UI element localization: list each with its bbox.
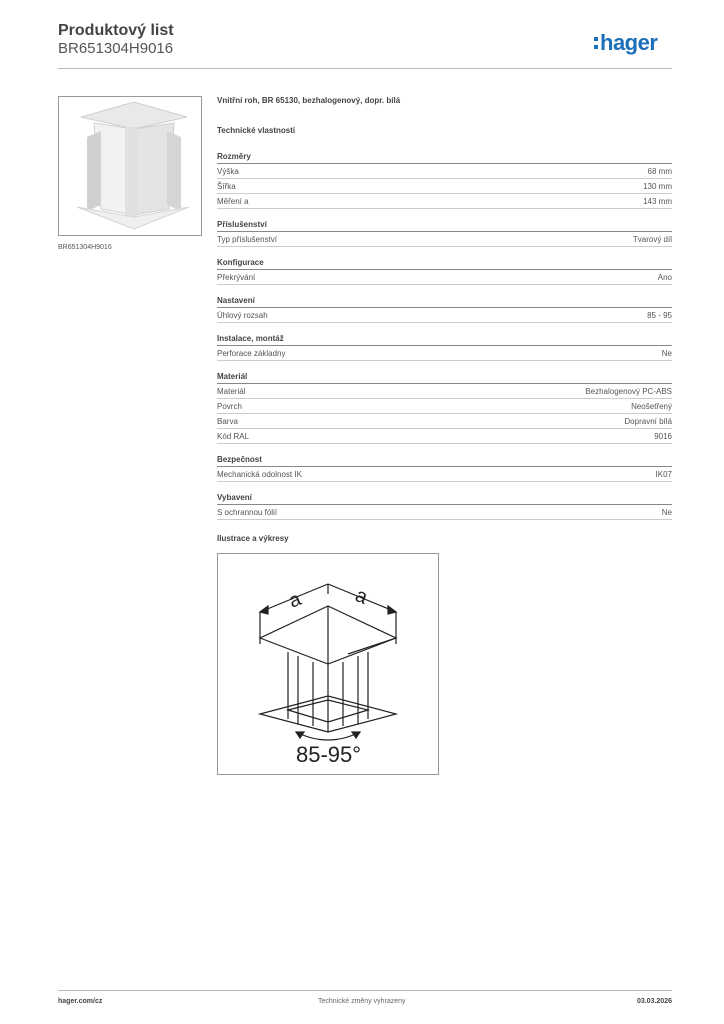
group-configuration [217, 258, 672, 285]
spec-row [217, 400, 672, 414]
footer-divider [58, 990, 672, 991]
spec-row [217, 385, 672, 399]
spec-label: Perforace základny [217, 349, 286, 358]
spec-row [217, 180, 672, 194]
spec-label: Překrývání [217, 273, 256, 282]
spec-value: 68 mm [647, 167, 672, 176]
spec-label: Kód RAL [217, 432, 250, 441]
spec-label: Barva [217, 417, 238, 426]
spec-value: Neošetřený [631, 402, 672, 411]
group-equipment [217, 493, 672, 520]
spec-value: Ano [657, 273, 672, 282]
product-image [58, 96, 202, 236]
spec-row [217, 195, 672, 209]
spec-label: Materiál [217, 387, 246, 396]
logo-text: hager [600, 30, 658, 55]
spec-row [217, 233, 672, 247]
spec-content [217, 96, 672, 775]
spec-label: Povrch [217, 402, 242, 411]
illustration-title: Ilustrace a výkresy [217, 534, 289, 543]
label-a-left: a [285, 588, 305, 613]
technical-drawing [217, 553, 439, 775]
group-dimensions [217, 152, 672, 209]
spec-value: Dopravní bílá [624, 417, 672, 426]
group-title: Příslušenství [217, 220, 672, 232]
group-title: Konfigurace [217, 258, 672, 270]
group-title: Nastavení [217, 296, 672, 308]
spec-value: Tvarový díl [632, 235, 672, 244]
group-settings [217, 296, 672, 323]
spec-value: 130 mm [643, 182, 672, 191]
spec-row [217, 415, 672, 429]
spec-label: Mechanická odolnost IK [217, 470, 302, 479]
logo-dots-icon [594, 35, 598, 51]
header-divider [58, 68, 672, 69]
corner-drawing [218, 554, 438, 774]
group-title: Rozměry [217, 152, 672, 164]
corner-piece-image [59, 97, 201, 235]
group-installation [217, 334, 672, 361]
spec-row [217, 347, 672, 361]
spec-label: Úhlový rozsah [217, 311, 268, 320]
spec-value: Ne [661, 349, 672, 358]
spec-value: 85 - 95 [647, 311, 672, 320]
product-code: BR651304H9016 [58, 40, 174, 57]
group-title: Materiál [217, 372, 672, 384]
group-material [217, 372, 672, 444]
spec-label: Typ příslušenství [217, 235, 278, 244]
spec-row [217, 165, 672, 179]
group-title: Vybavení [217, 493, 672, 505]
group-title: Bezpečnost [217, 455, 672, 467]
spec-value: IK07 [655, 470, 672, 479]
group-safety [217, 455, 672, 482]
spec-row [217, 309, 672, 323]
spec-row [217, 468, 672, 482]
spec-value: Bezhalogenový PC-ABS [585, 387, 672, 396]
product-name: Vnitřní roh, BR 65130, bezhalogenový, dopr. bílá [217, 96, 401, 105]
angle-label: 85-95° [296, 742, 362, 767]
spec-label: Měření a [217, 197, 249, 206]
label-a-right: a [352, 584, 371, 609]
tech-properties-title: Technické vlastnosti [217, 126, 296, 135]
footer-note: Technické změny vyhrazeny [318, 998, 406, 1005]
group-title: Instalace, montáž [217, 334, 672, 346]
hager-logo [594, 30, 657, 56]
header-title: Produktový list [58, 22, 174, 39]
group-accessories [217, 220, 672, 247]
thumbnail-caption: BR651304H9016 [58, 244, 112, 251]
spec-label: Výška [217, 167, 239, 176]
spec-row [217, 271, 672, 285]
spec-label: S ochrannou fólií [217, 508, 278, 517]
spec-row [217, 430, 672, 444]
spec-value: Ne [661, 508, 672, 517]
spec-row [217, 506, 672, 520]
spec-value: 143 mm [643, 197, 672, 206]
footer-date: 03.03.2026 [636, 998, 672, 1005]
spec-label: Šířka [217, 182, 236, 191]
footer-website[interactable]: hager.com/cz [58, 998, 103, 1005]
spec-value: 9016 [654, 432, 672, 441]
